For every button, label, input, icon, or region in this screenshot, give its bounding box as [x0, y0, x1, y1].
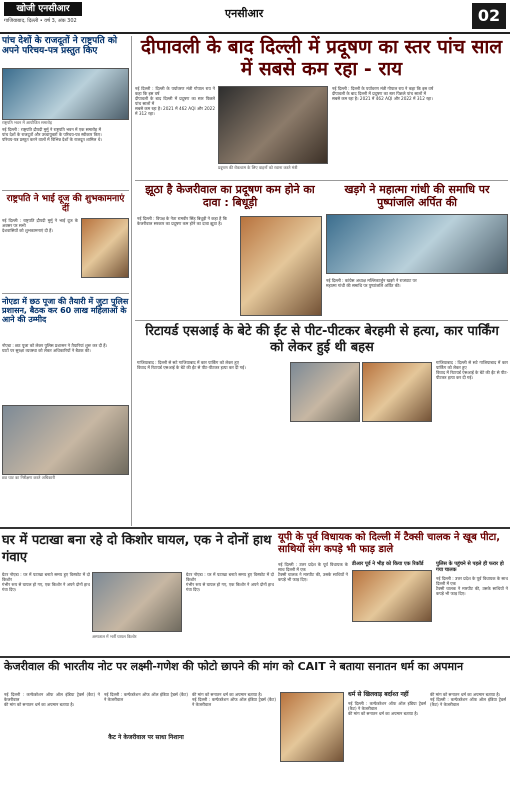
story-taxi-body: नई दिल्ली : उत्तर प्रदेश के पूर्व विधायक के साथ दिल्ली में एक टैक्सी चालक ने मारपीट की, उसके साथियों ने कपड़े भी फाड़ दिए।	[278, 562, 348, 583]
story-ambassadors-headline: पांच देशों के राजदूतों ने राष्ट्रपति को अपने परिचय-पत्र प्रस्तुत किए	[2, 36, 118, 57]
divider	[0, 656, 510, 658]
cait-leader-portrait	[280, 692, 344, 762]
story-cait-body-1: नई दिल्ली : कन्फेडरेशन ऑफ ऑल इंडिया ट्रेडर्स (कैट) ने केजरीवाल की मांग को सनातन धर्म का अपमान बताया है।	[4, 692, 100, 708]
page-number: 02	[472, 3, 506, 29]
bidhuri-portrait	[240, 216, 322, 316]
story-cracker-body-right: ग्रेटर नोएडा : घर में पटाखा बनाते समय हुए विस्फोट में दो किशोर गंभीर रूप से घायल हो गए, एक किशोर ने अपने दोनों हाथ गंवा दिए।	[186, 572, 274, 593]
dateline: गाजियाबाद, दिल्ली • वर्ष 3, अंक 302	[4, 18, 77, 24]
story-bidhuri-headline: झूठा है केजरीवाल का प्रदूषण कम होने का दावा : बिधूड़ी	[145, 183, 315, 209]
story-cait-body-3: की मांग को सनातन धर्म का अपमान बताया है। नई दिल्ली : कन्फेडरेशन ऑफ ऑल इंडिया ट्रेडर्स (कैट) ने केजरीवाल	[192, 692, 276, 708]
story-ambassadors-body: नई दिल्ली : राष्ट्रपति द्रौपदी मुर्मु ने राष्ट्रपति भवन में एक समारोह में पांच देशों के राजदूतों और उच्चायुक्तों के परिचय-पत्र स्वीकार किए। परिचय-पत्र प्रस्तुत करने वालों में विभिन्न देशों के राजदूत शामिल थे।	[2, 127, 102, 143]
cait-subhead-2: धर्म से खिलवाड़ बर्दाश्त नहीं	[348, 691, 409, 698]
gandhi-samadhi-photo	[326, 214, 508, 274]
story-cait-body-5: नई दिल्ली : कन्फेडरेशन ऑफ ऑल इंडिया ट्रेडर्स (कैट) ने केजरीवाल की मांग को सनातन धर्म का अपमान बताया है।	[348, 700, 426, 717]
divider	[2, 190, 129, 191]
divider	[0, 527, 510, 529]
taxi-subhead-1: डीआर पूर्व ने भीड़ को किया एक रिकॉर्ड	[352, 561, 424, 567]
story-si-murder-body: गाजियाबाद : दिल्ली से सटे गाजियाबाद में कार पार्किंग को लेकर हुए विवाद में रिटायर्ड एसआई के बेटे की ईंट से पीट-पीटकर हत्या कर दी गई।	[137, 360, 246, 371]
story-cracker-headline: घर में पटाखा बना रहे दो किशोर घायल, एक ने दोनों हाथ गंवाए	[2, 533, 272, 565]
story-chhath-headline: नोएडा में छठ पूजा की तैयारी में जुटा पुलिस प्रशासन, बैठक कर 60 लाख महिलाओं के आने की उम्मीद	[2, 297, 129, 325]
president-portrait	[81, 218, 129, 278]
cracker-injury-photo	[92, 572, 182, 632]
story-taxi-body-right: नई दिल्ली : उत्तर प्रदेश के पूर्व विधायक के साथ दिल्ली में एक टैक्सी चालक ने मारपीट की, उसके साथियों ने कपड़े भी फाड़ दिए।	[436, 575, 508, 596]
cait-col-2	[104, 692, 188, 742]
si-murder-photo-1	[290, 362, 360, 422]
ambassadors-photo-caption: राष्ट्रपति भवन में आयोजित समारोह	[2, 120, 52, 125]
lead-headline: दीपावली के बाद दिल्ली में प्रदूषण का स्तर पांच साल में सबसे कम रहा - राय	[140, 36, 503, 80]
divider	[135, 180, 508, 181]
story-cracker-body: ग्रेटर नोएडा : घर में पटाखा बनाते समय हुए विस्फोट में दो किशोर गंभीर रूप से घायल हो गए, एक किशोर ने अपने दोनों हाथ गंवा दिए।	[2, 572, 90, 593]
story-chhath-body: नोएडा : छठ पूजा को लेकर पुलिस प्रशासन ने तैयारियां शुरू कर दी हैं। घाटों पर सुरक्षा व्यवस्था को लेकर अधिकारियों ने बैठक की।	[2, 343, 108, 354]
story-cait-body-6: की मांग को सनातन धर्म का अपमान बताया है। नई दिल्ली : कन्फेडरेशन ऑफ ऑल इंडिया ट्रेडर्स (कैट) ने केजरीवाल	[430, 692, 506, 708]
story-taxi-headline: यूपी के पूर्व विधायक को दिल्ली में टैक्सी चालक ने खूब पीटा, साथियों संग कपड़े भी फाड़ डाले	[278, 532, 501, 555]
masthead	[0, 0, 510, 34]
story-gandhi-body: नई दिल्ली : कांग्रेस अध्यक्ष मल्लिकार्जुन खड़गे ने राजघाट पर महात्मा गांधी की समाधि पर पुष्पांजलि अर्पित की।	[326, 278, 417, 289]
taxi-right-col	[436, 562, 508, 646]
story-cait-headline: केजरीवाल की भारतीय नोट पर लक्ष्मी-गणेश की फोटो छापने की मांग को CAIT ने बताया सनातन धर्म का अपमान	[4, 660, 464, 673]
divider	[135, 320, 508, 321]
cait-col-5	[348, 692, 426, 789]
lead-body-col2: नई दिल्ली : दिल्ली के पर्यावरण मंत्री गोपाल राय ने कहा कि इस वर्ष दीपावली के बाद दिल्ली में प्रदूषण का स्तर पिछले पांच सालों में सबसे कम रहा है। 2021 में 462 AQI और 2022 में 312 रहा।	[332, 86, 434, 102]
story-si-murder-headline: रिटायर्ड एसआई के बेटे की ईंट से पीट-पीटकर बेरहमी से हत्या, कार पार्किंग को लेकर हुई थी बहस	[145, 324, 499, 355]
divider	[2, 293, 129, 294]
lead-body-col1: नई दिल्ली : दिल्ली के पर्यावरण मंत्री गोपाल राय ने कहा कि इस वर्ष दीपावली के बाद दिल्ली में प्रदूषण का स्तर पिछले पांच सालों में सबसे कम रहा है। 2021 में 462 AQI और 2022 में 312 रहा।	[135, 86, 215, 117]
ambassadors-photo	[2, 68, 129, 120]
chhath-ghat-photo	[2, 405, 129, 475]
section-title: एनसीआर	[225, 7, 264, 20]
taxi-center-col	[352, 562, 432, 622]
newspaper-brand: खोजी एनसीआर	[4, 2, 82, 16]
lead-photo	[218, 86, 328, 164]
story-si-murder-body-right: गाजियाबाद : दिल्ली से सटे गाजियाबाद में कार पार्किंग को लेकर हुए विवाद में रिटायर्ड एसआई के बेटे की ईंट से पीट-पीटकर हत्या कर दी गई।	[436, 360, 508, 381]
story-cait-body-2: नई दिल्ली : कन्फेडरेशन ऑफ ऑल इंडिया ट्रेडर्स (कैट) ने केजरीवाल	[104, 692, 188, 703]
story-gandhi-headline: खड़गे ने महात्मा गांधी की समाधि पर पुष्पांजलि अर्पित की	[344, 183, 490, 209]
story-bhaidooj-headline: राष्ट्रपति ने भाई दूज की शुभकामनाएं दीं	[6, 194, 125, 215]
chhath-photo-caption: छठ घाट का निरीक्षण करते अधिकारी	[2, 475, 56, 480]
former-mla-portrait	[352, 570, 432, 622]
si-murder-photo-2	[362, 362, 432, 422]
story-bhaidooj-body: नई दिल्ली : राष्ट्रपति द्रौपदी मुर्मु ने भाई दूज के अवसर पर सभी देशवासियों को शुभकामनाएं दी हैं।	[2, 218, 78, 234]
left-column	[2, 36, 132, 526]
story-bidhuri-body: नई दिल्ली : विपक्ष के नेता रामवीर सिंह बिधूड़ी ने कहा है कि केजरीवाल सरकार का प्रदूषण कम होने का दावा झूठा है।	[137, 216, 228, 227]
lead-photo-caption: प्रदूषण की रोकथाम के लिए वाहनों को रवाना करते मंत्री	[218, 165, 298, 170]
cracker-photo-caption: अस्पताल में भर्ती घायल किशोर	[92, 634, 137, 639]
cait-subhead-1: कैट ने केजरीवाल पर साधा निशाना	[108, 734, 184, 741]
taxi-subhead-2: पुलिस के पहुंचने से पहले ही फरार हो गया चालक	[436, 561, 504, 573]
